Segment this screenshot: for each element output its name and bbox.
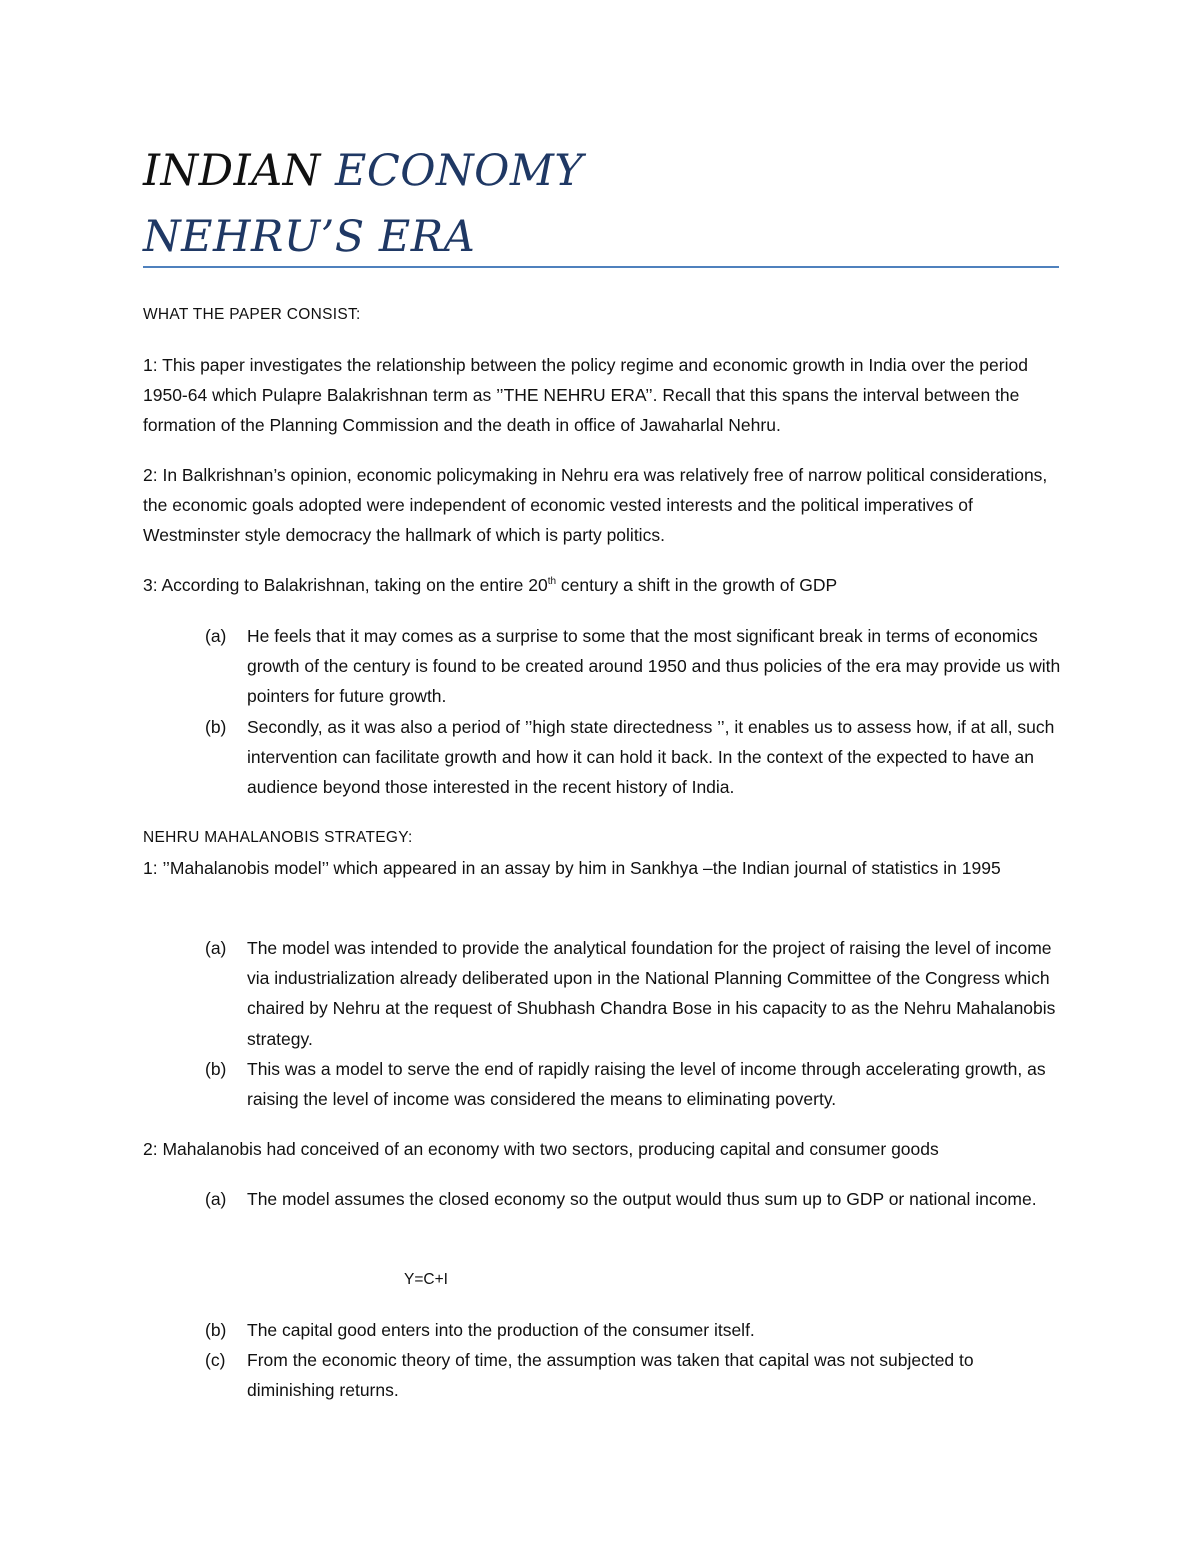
paragraph-5: 2: Mahalanobis had conceived of an economy with two sectors, producing capital and consumer goods xyxy=(143,1139,939,1159)
list-item-text: From the economic theory of time, the assumption was taken that capital was not subjected to diminishing returns. xyxy=(247,1350,974,1401)
paragraph-3 xyxy=(143,570,1059,600)
section-heading-paper-consist: WHAT THE PAPER CONSIST: xyxy=(143,306,361,323)
section-heading-mahalanobis: NEHRU MAHALANOBIS STRATEGY: xyxy=(143,829,413,846)
list-marker: (a) xyxy=(205,938,227,958)
paragraph-4: 1: ’’Mahalanobis model’’ which appeared in an assay by him in Sankhya –the Indian journal of statistics in 1995 xyxy=(143,858,1001,878)
title-line-2: NEHRU’S ERA xyxy=(143,212,476,262)
list-item-text: The model was intended to provide the analytical foundation for the project of raising the level of income via industrialization already deliberated upon in the National Planning Committee of the Congress which chaired by Nehru at the request of Shubhash Chandra Bose in his capacity to as the Nehru Mahalanobis strategy. xyxy=(247,938,1056,1049)
list-marker: (b) xyxy=(205,1059,227,1079)
list-marker: (a) xyxy=(205,1189,227,1209)
list-marker: (b) xyxy=(205,717,227,737)
list-item-text: He feels that it may comes as a surprise to some that the most significant break in terms of economics growth of the century is found to be created around 1950 and thus policies of the era may provide us with pointers for future growth. xyxy=(247,626,1061,707)
title-word-economy: ECONOMY xyxy=(334,146,584,196)
paragraph-3-superscript: th xyxy=(547,576,557,587)
list-item-text: This was a model to serve the end of rapidly raising the level of income through accelerating growth, as raising the level of income was considered the means to eliminating poverty. xyxy=(247,1059,1046,1110)
document-title xyxy=(143,148,1059,260)
list-item-text: The capital good enters into the production of the consumer itself. xyxy=(247,1320,755,1340)
equation: Y=C+I xyxy=(404,1271,448,1288)
paragraph-2: 2: In Balkrishnan’s opinion, economic policymaking in Nehru era was relatively free of narrow political considerations, the economic goals adopted were independent of economic vested interests and the political imperatives of Westminster style democracy the hallmark of which is party politics. xyxy=(143,465,1048,546)
list-item-text: Secondly, as it was also a period of ’’high state directedness ’’, it enables us to assess how, if at all, such intervention can facilitate growth and how it can hold it back. In the context of the expected to have an audience beyond those interested in the recent history of India. xyxy=(247,717,1055,798)
title-line-1 xyxy=(143,148,1059,194)
list-marker: (b) xyxy=(205,1320,227,1340)
list-item-text: The model assumes the closed economy so the output would thus sum up to GDP or national income. xyxy=(247,1189,1037,1209)
title-underline xyxy=(143,266,1059,268)
paragraph-3-text: 3: According to Balakrishnan, taking on the entire 20 xyxy=(143,575,548,595)
paragraph-1: 1: This paper investigates the relationship between the policy regime and economic growth in India over the period 1950-64 which Pulapre Balakrishnan term as ’’THE NEHRU ERA’’. Recall that this spans the interval between the formation of the Planning Commission and the death in office of Jawaharlal Nehru. xyxy=(143,355,1028,436)
list-marker: (a) xyxy=(205,626,227,646)
list-marker: (c) xyxy=(205,1350,226,1370)
title-word-indian: INDIAN xyxy=(143,146,321,196)
paragraph-3-text-end: century a shift in the growth of GDP xyxy=(556,575,838,595)
